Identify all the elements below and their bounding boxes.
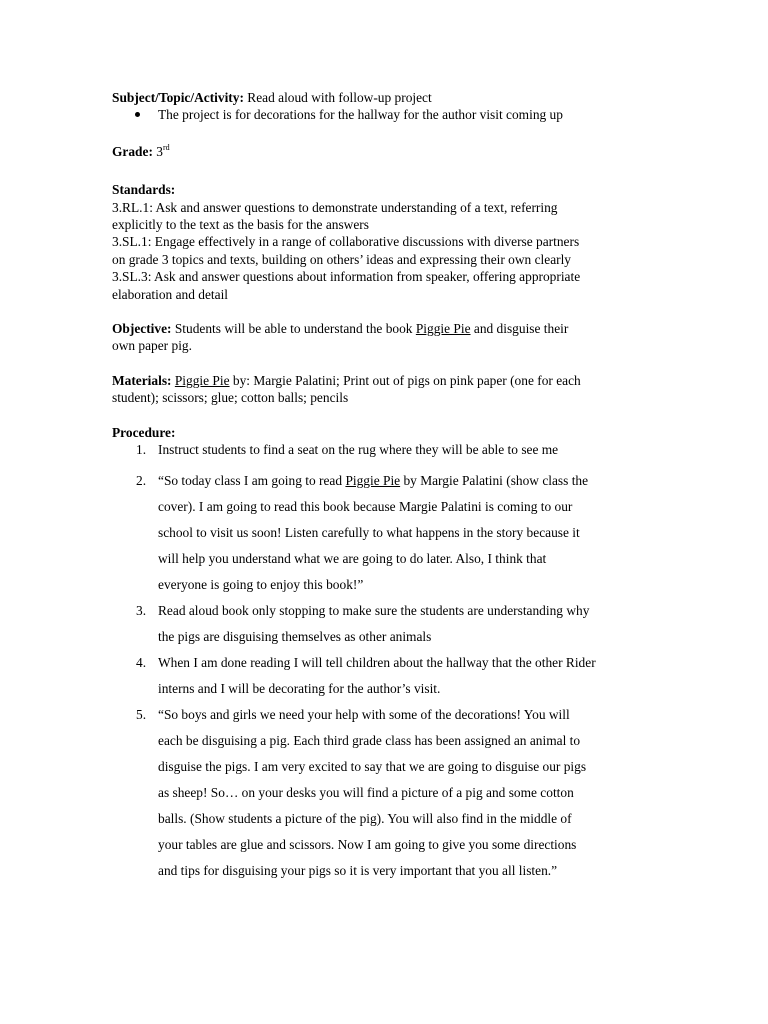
subject-bullet: The project is for decorations for the hallway for the author visit coming up bbox=[112, 106, 652, 123]
step-line: cover). I am going to read this book because Margie Palatini is coming to our bbox=[158, 498, 573, 514]
materials-book-title: Piggie Pie bbox=[174, 372, 230, 388]
objective-line bbox=[112, 320, 652, 337]
step-line: When I am done reading I will tell children about the hallway that the other Rider bbox=[158, 654, 596, 670]
standards-line: 3.SL.1: Engage effectively in a range of collaborative discussions with diverse partners bbox=[112, 234, 580, 250]
grade-suffix: rd bbox=[162, 142, 170, 152]
step-number: 2. bbox=[136, 472, 147, 488]
standards-line: 3.SL.3: Ask and answer questions about information from speaker, offering appropriate bbox=[112, 269, 581, 285]
standards-line: on grade 3 topics and texts, building on others’ ideas and expressing their own clearly bbox=[112, 251, 572, 267]
step-line: everyone is going to enjoy this book!” bbox=[158, 576, 364, 592]
step-text-after: by Margie Palatini (show class the bbox=[400, 472, 589, 488]
procedure-step bbox=[112, 650, 652, 702]
standards-line: elaboration and detail bbox=[112, 286, 229, 302]
step-line: interns and I will be decorating for the author’s visit. bbox=[158, 680, 441, 696]
objective-line-2: own paper pig. bbox=[112, 338, 192, 354]
step-line: disguise the pigs. I am very excited to say that we are going to disguise our pigs bbox=[158, 758, 587, 774]
step-line: the pigs are disguising themselves as other animals bbox=[158, 628, 432, 644]
step-line: Instruct students to find a seat on the rug where they will be able to see me bbox=[158, 442, 559, 458]
step-number: 3. bbox=[136, 602, 147, 618]
step-line: “So boys and girls we need your help with some of the decorations! You will bbox=[158, 706, 570, 722]
step-line: and tips for disguising your pigs so it is very important that you all listen.” bbox=[158, 862, 558, 878]
grade-value: 3 bbox=[152, 143, 163, 159]
standards-list bbox=[112, 199, 652, 303]
objective-label: Objective: bbox=[112, 321, 172, 337]
procedure-label: Procedure: bbox=[112, 424, 176, 440]
subject-label: Subject/Topic/Activity: bbox=[112, 90, 244, 105]
objective-book-title: Piggie Pie bbox=[415, 321, 471, 337]
standards-line: 3.RL.1: Ask and answer questions to demonstrate understanding of a text, referring bbox=[112, 199, 558, 215]
step-line: your tables are glue and scissors. Now I am going to give you some directions bbox=[158, 836, 577, 852]
standards-line: explicitly to the text as the basis for the answers bbox=[112, 217, 369, 233]
standards-label: Standards: bbox=[112, 182, 176, 198]
step-number: 4. bbox=[136, 654, 147, 670]
materials-line-2: student); scissors; glue; cotton balls; pencils bbox=[112, 390, 349, 406]
procedure-step bbox=[112, 468, 652, 598]
subject-bullets bbox=[112, 106, 652, 123]
step-line: balls. (Show students a picture of the pig). You will also find in the middle of bbox=[158, 810, 572, 826]
grade-line bbox=[112, 143, 652, 160]
subject-line bbox=[112, 89, 652, 106]
step-line: each be disguising a pig. Each third grade class has been assigned an animal to bbox=[158, 732, 581, 748]
procedure-step bbox=[112, 702, 652, 884]
step-book-title: Piggie Pie bbox=[345, 472, 401, 488]
subject-value: Read aloud with follow-up project bbox=[243, 90, 432, 105]
materials-text: by: Margie Palatini; Print out of pigs on pink paper (one for each bbox=[229, 372, 581, 388]
step-line: as sheep! So… on your desks you will find a picture of a pig and some cotton bbox=[158, 784, 574, 800]
grade-label: Grade: bbox=[112, 143, 153, 159]
procedure-step bbox=[112, 598, 652, 650]
step-line bbox=[158, 468, 652, 494]
step-number: 5. bbox=[136, 706, 147, 722]
lesson-plan bbox=[112, 89, 652, 884]
procedure-list bbox=[112, 441, 652, 883]
step-line: school to visit us soon! Listen carefully to what happens in the story because it bbox=[158, 524, 580, 540]
step-number: 1. bbox=[136, 442, 147, 458]
objective-text: Students will be able to understand the book bbox=[171, 321, 416, 337]
step-line: Read aloud book only stopping to make sure the students are understanding why bbox=[158, 602, 590, 618]
step-text: “So today class I am going to read bbox=[158, 472, 346, 488]
materials-label: Materials: bbox=[112, 372, 172, 388]
materials-line bbox=[112, 372, 652, 389]
objective-text-after: and disguise their bbox=[470, 321, 569, 337]
procedure-step bbox=[112, 441, 652, 458]
step-line: will help you understand what we are going to do later. Also, I think that bbox=[158, 550, 547, 566]
